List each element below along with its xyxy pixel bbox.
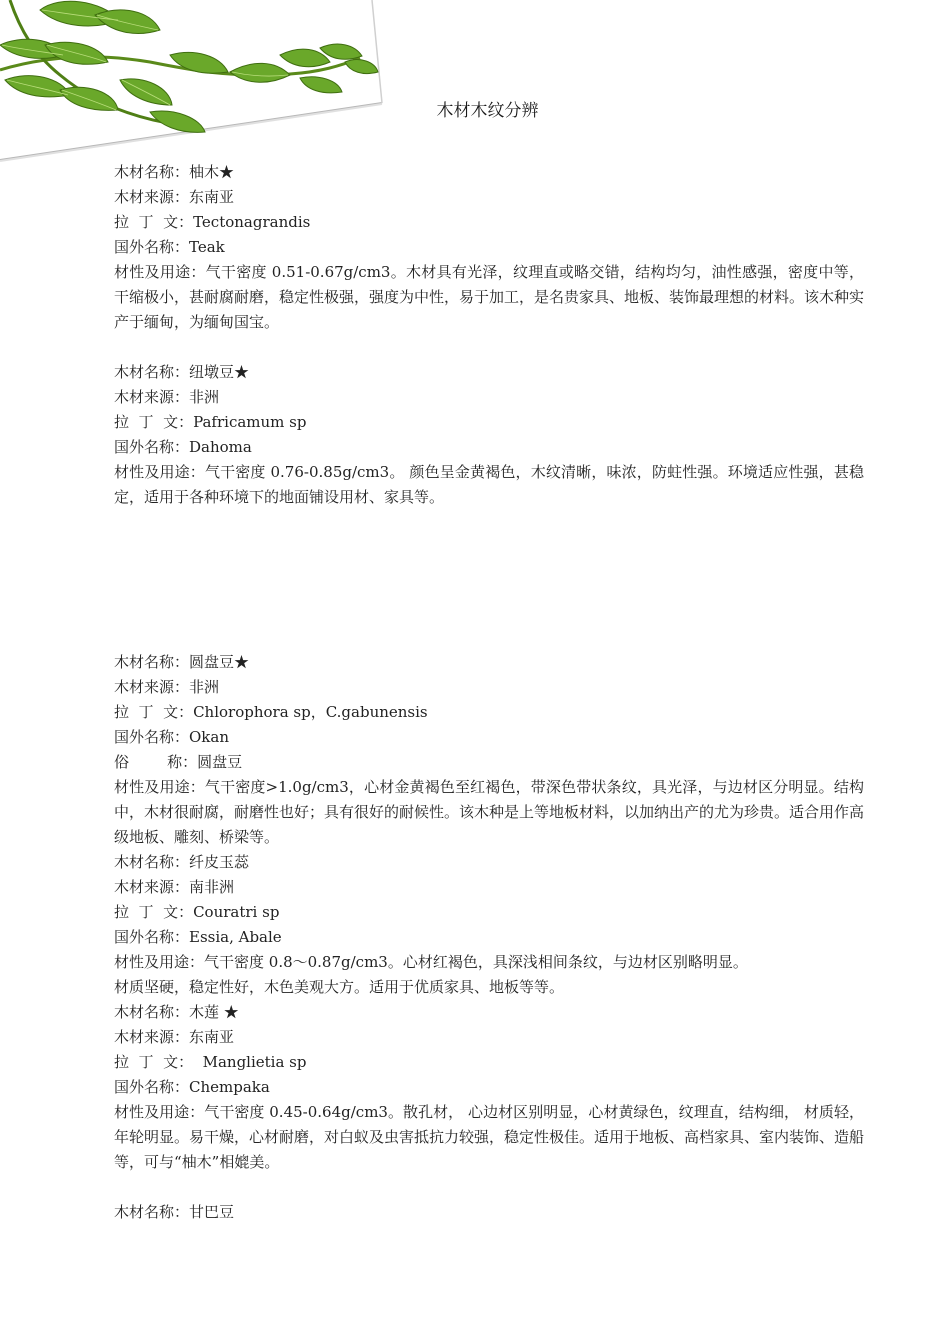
blank-line	[114, 335, 864, 360]
wood-source: 木材来源：非洲	[114, 678, 220, 696]
wood-name: 木材名称：甘巴豆	[114, 1203, 235, 1221]
wood-name: 木材名称：纽墩豆★	[114, 363, 250, 381]
wood-latin-name: 拉 丁 文：Tectonagrandis	[114, 213, 311, 231]
wood-name: 木材名称：木莲 ★	[114, 1003, 239, 1021]
wood-entry	[114, 1000, 864, 1175]
wood-properties-usage: 材性及用途：气干密度 0.51-0.67g/cm3。木材具有光泽，纹理直或略交错，结构均匀，油性感强，密度中等，干缩极小，甚耐腐耐磨，稳定性极强，强度为中性，易于加工，是名贵家具、地板、装饰最理想的材料。该木种实产于缅甸，为缅甸国宝。	[114, 263, 865, 331]
wood-common-name: 俗 称：圆盘豆	[114, 753, 243, 771]
wood-name: 木材名称：圆盘豆★	[114, 653, 250, 671]
wood-foreign-name: 国外名称：Okan	[114, 728, 229, 746]
wood-source: 木材来源：东南亚	[114, 188, 235, 206]
wood-properties-usage: 材性及用途：气干密度 0.76-0.85g/cm3。 颜色呈金黄褐色，木纹清晰，味浓，防蛀性强。环境适应性强，甚稳定，适用于各种环境下的地面铺设用材、家具等。	[114, 463, 864, 506]
blank-space	[114, 510, 864, 650]
wood-properties-usage: 材性及用途：气干密度 0.45-0.64g/cm3。散孔材， 心边材区别明显，心材黄绿色，纹理直，结构细， 材质轻，年轮明显。易干燥，心材耐磨，对白蚁及虫害抵抗力较强，稳定性极佳。适用于地板、高档家具、室内装饰、造船等，可与“柚木”相媲美。	[114, 1103, 865, 1171]
wood-foreign-name: 国外名称：Teak	[114, 238, 225, 256]
document-body	[114, 160, 864, 1225]
wood-properties-usage: 材性及用途：气干密度 0.8～0.87g/cm3。心材红褐色，具深浅相间条纹，与边材区别略明显。	[114, 953, 748, 971]
document-title: 木材木纹分辨	[436, 101, 539, 121]
wood-name: 木材名称：柚木★	[114, 163, 235, 181]
wood-properties-usage: 材性及用途：气干密度>1.0g/cm3，心材金黄褐色至红褐色，带深色带状条纹，具光泽，与边材区分明显。结构中，木材很耐腐，耐磨性也好；具有很好的耐候性。该木种是上等地板材料，以加纳出产的尤为珍贵。适合用作高级地板、雕刻、桥梁等。	[114, 778, 865, 846]
wood-entry	[114, 650, 864, 850]
wood-latin-name: 拉 丁 文：Pafricamum sp	[114, 413, 307, 431]
wood-latin-name: 拉 丁 文：Chlorophora sp，C.gabunensis	[114, 703, 428, 721]
wood-foreign-name: 国外名称：Chempaka	[114, 1078, 270, 1096]
wood-name: 木材名称：纤皮玉蕊	[114, 853, 250, 871]
wood-entry	[114, 160, 864, 335]
wood-latin-name: 拉 丁 文： Manglietia sp	[114, 1053, 307, 1071]
wood-foreign-name: 国外名称：Essia, Abale	[114, 928, 282, 946]
wood-entry	[114, 360, 864, 510]
wood-entry	[114, 1200, 864, 1225]
wood-source: 木材来源：南非洲	[114, 878, 235, 896]
wood-latin-name: 拉 丁 文：Couratri sp	[114, 903, 280, 921]
wood-foreign-name: 国外名称：Dahoma	[114, 438, 252, 456]
blank-line	[114, 1175, 864, 1200]
wood-source: 木材来源：非洲	[114, 388, 220, 406]
wood-entry	[114, 850, 864, 1000]
wood-properties-usage-continued: 材质坚硬，稳定性好，木色美观大方。适用于优质家具、地板等等。	[114, 978, 565, 996]
vine-leaf-decoration	[0, 0, 390, 165]
wood-source: 木材来源：东南亚	[114, 1028, 235, 1046]
